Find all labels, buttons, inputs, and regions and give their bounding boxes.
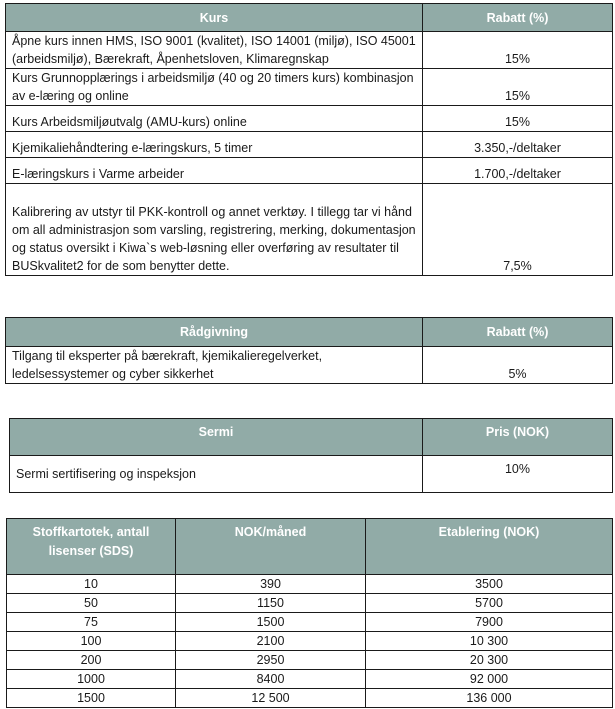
row-value: 1.700,-/deltaker	[423, 158, 613, 184]
table-row	[7, 670, 613, 689]
table-row	[7, 632, 613, 651]
row-description: Sermi sertifisering og inspeksjon	[10, 456, 423, 493]
table-header-row	[6, 4, 613, 32]
header-kurs: Kurs	[6, 4, 423, 32]
cell-lisenser: 100	[7, 632, 176, 651]
cell-lisenser: 1000	[7, 670, 176, 689]
table-row	[7, 651, 613, 670]
row-value: 7,5%	[423, 184, 613, 276]
cell-nok-maned: 1500	[176, 613, 366, 632]
row-description: Kurs Arbeidsmiljøutvalg (AMU-kurs) online	[6, 106, 423, 132]
table-header-row	[7, 519, 613, 575]
cell-lisenser: 75	[7, 613, 176, 632]
cell-nok-maned: 2950	[176, 651, 366, 670]
cell-lisenser: 10	[7, 575, 176, 594]
cell-nok-maned: 1150	[176, 594, 366, 613]
table-header-row	[10, 419, 613, 456]
stoffkartotek-table	[6, 518, 613, 708]
row-value: 10%	[423, 456, 613, 493]
row-description: Kjemikaliehåndtering e-læringskurs, 5 timer	[6, 132, 423, 158]
table-row	[6, 184, 613, 276]
header-lisenser: Stoffkartotek, antall lisenser (SDS)	[7, 519, 176, 575]
row-description: Åpne kurs innen HMS, ISO 9001 (kvalitet), ISO 14001 (miljø), ISO 45001 (arbeidsmiljø), Bærekraft, Åpenhetsloven, Klimaregnskap	[6, 32, 423, 69]
row-description: Kurs Grunnopplærings i arbeidsmiljø (40 og 20 timers kurs) kombinasjon av e-læring og online	[6, 69, 423, 106]
table-row	[7, 689, 613, 708]
row-description: E-læringskurs i Varme arbeider	[6, 158, 423, 184]
table-row	[6, 347, 613, 384]
row-value: 15%	[423, 32, 613, 69]
table-row	[7, 613, 613, 632]
cell-lisenser: 1500	[7, 689, 176, 708]
header-sermi: Sermi	[10, 419, 423, 456]
row-value: 15%	[423, 106, 613, 132]
table-row	[6, 132, 613, 158]
cell-nok-maned: 8400	[176, 670, 366, 689]
radgivning-table	[5, 317, 613, 384]
header-rabatt: Rabatt (%)	[423, 4, 613, 32]
sermi-table	[9, 418, 613, 493]
table-row	[7, 575, 613, 594]
row-value: 15%	[423, 69, 613, 106]
kurs-table	[5, 3, 613, 276]
table-header-row	[6, 318, 613, 347]
cell-etablering: 10 300	[366, 632, 613, 651]
table-row	[10, 456, 613, 493]
header-pris: Pris (NOK)	[423, 419, 613, 456]
row-description: Tilgang til eksperter på bærekraft, kjemikalieregelverket, ledelsessystemer og cyber sikkerhet	[6, 347, 423, 384]
cell-etablering: 136 000	[366, 689, 613, 708]
cell-etablering: 5700	[366, 594, 613, 613]
cell-lisenser: 50	[7, 594, 176, 613]
header-nok-maned: NOK/måned	[176, 519, 366, 575]
row-value: 5%	[423, 347, 613, 384]
cell-nok-maned: 12 500	[176, 689, 366, 708]
cell-nok-maned: 390	[176, 575, 366, 594]
cell-lisenser: 200	[7, 651, 176, 670]
table-row	[6, 106, 613, 132]
cell-nok-maned: 2100	[176, 632, 366, 651]
table-row	[7, 594, 613, 613]
row-value: 3.350,-/deltaker	[423, 132, 613, 158]
table-row	[6, 32, 613, 69]
table-row	[6, 69, 613, 106]
header-etablering: Etablering (NOK)	[366, 519, 613, 575]
table-row	[6, 158, 613, 184]
cell-etablering: 20 300	[366, 651, 613, 670]
header-radgivning: Rådgivning	[6, 318, 423, 347]
cell-etablering: 7900	[366, 613, 613, 632]
cell-etablering: 92 000	[366, 670, 613, 689]
row-description: Kalibrering av utstyr til PKK-kontroll og annet verktøy. I tillegg tar vi hånd om all administrasjon som varsling, registrering, merking, dokumentasjon og status oversikt i Kiwa`s web-løsning eller overføring av resultater til BUSkvalitet2 for de som benytter dette.	[6, 184, 423, 276]
header-rabatt: Rabatt (%)	[423, 318, 613, 347]
cell-etablering: 3500	[366, 575, 613, 594]
